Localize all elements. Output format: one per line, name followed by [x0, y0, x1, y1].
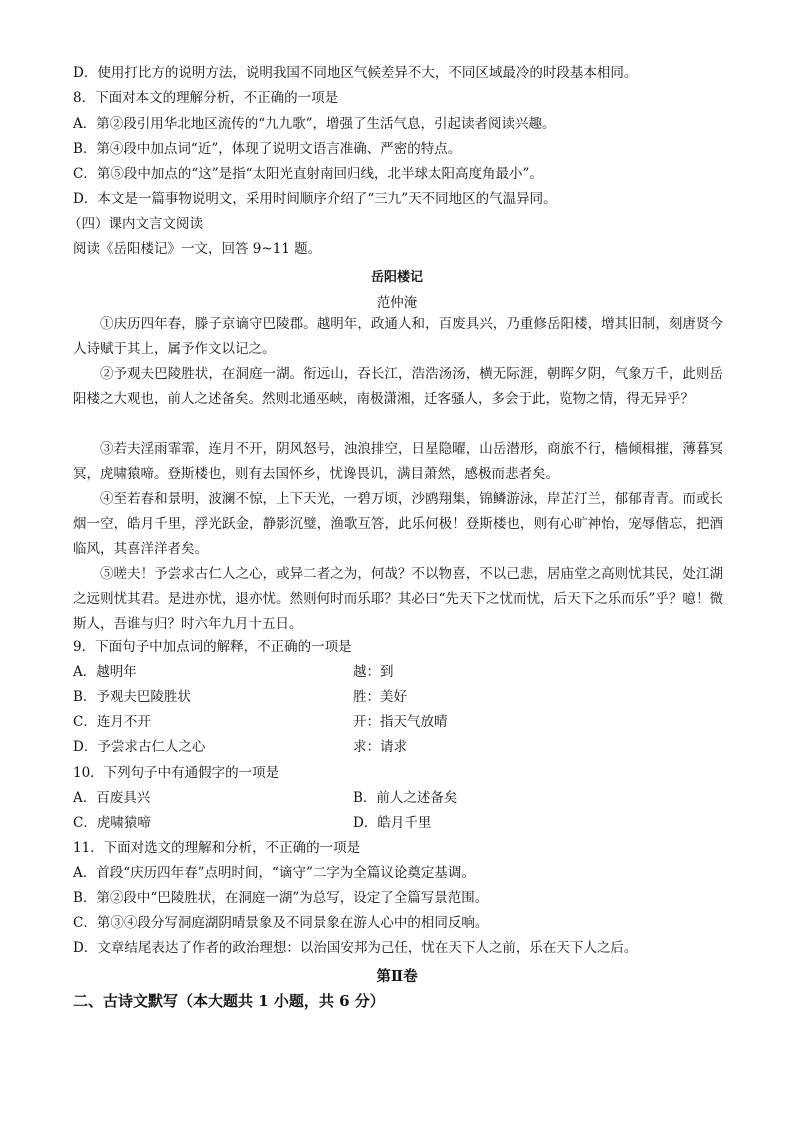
passage-paragraph-3: ③若夫淫雨霏霏，连月不开，阴风怒号，浊浪排空，日星隐曜，山岳潜形，商旅不行，樯倾楫摧，薄暮冥冥，虎啸猿啼。登斯楼也，则有去国怀乡，忧谗畏讥，满目萧然，感极而悲者矣。	[73, 441, 723, 482]
q8-option-a: A．第②段引用华北地区流传的“九九歌”，增强了生活气息，引起读者阅读兴趣。	[73, 116, 556, 132]
q11-stem: 11．下面对选文的理解和分析，不正确的一项是	[73, 840, 361, 856]
q10-option-c: C．虎啸猿啼	[73, 815, 151, 831]
passage-author: 范仲淹	[376, 295, 418, 311]
q9-option-b: B．予观夫巴陵胜状	[73, 689, 191, 705]
passage-paragraph-1: ①庆历四年春，滕子京谪守巴陵郡。越明年，政通人和，百废具兴，乃重修岳阳楼，增其旧制，刻唐贤今人诗赋于其上，属予作文以记之。	[73, 316, 723, 357]
q10-option-d: D．皓月千里	[353, 815, 432, 831]
passage-paragraph-4: ④至若春和景明，波澜不惊，上下天光，一碧万顷，沙鸥翔集，锦鳞游泳，岸芷汀兰，郁郁青青。而或长烟一空，皓月千里，浮光跃金，静影沉璧，渔歌互答，此乐何极！登斯楼也，则有心旷神怡，宠辱偕忘，把酒临风，其喜洋洋者矣。	[73, 491, 723, 557]
q9-option-c-explanation: 开：指天气放晴	[353, 714, 448, 730]
q9-option-d: D．予尝求古仁人之心	[73, 739, 206, 755]
section-title: （四）课内文言文阅读	[68, 216, 203, 232]
part-ii-title: 第Ⅱ卷	[376, 968, 418, 985]
q10-option-b: B．前人之述备矣	[353, 790, 458, 806]
passage-title: 岳阳楼记	[370, 270, 423, 285]
q10-option-a: A．百废具兴	[73, 790, 151, 806]
q11-option-b: B．第②段中“巴陵胜状，在洞庭一湖”为总写，设定了全篇写景范围。	[73, 890, 489, 906]
q8-option-d: D．本文是一篇事物说明文，采用时间顺序介绍了“三九”天不同地区的气温异同。	[73, 191, 557, 207]
q9-option-a-explanation: 越：到	[353, 664, 394, 680]
q11-option-d: D．文章结尾表达了作者的政治理想：以治国安邦为己任，忧在天下人之前，乐在天下人之后。	[73, 940, 638, 956]
q8-option-b: B．第④段中加点词“近”，体现了说明文语言准确、严密的特点。	[73, 141, 462, 157]
q11-option-a: A．首段“庆历四年春”点明时间，“谪守”二字为全篇议论奠定基调。	[73, 865, 475, 881]
passage-paragraph-5: ⑤嗟夫！予尝求古仁人之心，或异二者之为，何哉？不以物喜，不以己悲，居庙堂之高则忧其民，处江湖之远则忧其君。是进亦忧，退亦忧。然则何时而乐耶？其必曰“先天下之忧而忧，后天下之乐而乐”乎？噫！微斯人，吾谁与归？时六年九月十五日。	[73, 566, 723, 632]
section-instruction: 阅读《岳阳楼记》一文，回答 9~11 题。	[73, 241, 322, 257]
q10-stem: 10．下列句子中有通假字的一项是	[73, 765, 280, 781]
q8-option-c: C．第⑤段中加点的“这”是指“太阳光直射南回归线，北半球太阳高度角最小”。	[73, 166, 543, 182]
q11-option-c: C．第③④段分写洞庭湖阴晴景象及不同景象在游人心中的相同反响。	[73, 915, 489, 931]
q9-option-d-explanation: 求：请求	[353, 739, 407, 755]
passage-paragraph-2: ②予观夫巴陵胜状，在洞庭一湖。衔远山，吞长江，浩浩汤汤，横无际涯，朝晖夕阴，气象万千，此则岳阳楼之大观也，前人之述备矣。然则北通巫峡，南极潇湘，迁客骚人，多会于此，览物之情，得无异乎？	[73, 366, 723, 407]
q9-option-c: C．连月不开	[73, 714, 151, 730]
q9-option-b-explanation: 胜：美好	[353, 689, 407, 705]
q7-option-d: D．使用打比方的说明方法，说明我国不同地区气候差异不大，不同区域最冷的时段基本相同。	[73, 65, 638, 81]
q9-stem: 9．下面句子中加点词的解释，不正确的一项是	[73, 639, 352, 655]
q8-stem: 8．下面对本文的理解分析，不正确的一项是	[73, 90, 339, 106]
section-ii-heading: 二、古诗文默写（本大题共 1 小题，共 6 分）	[73, 992, 385, 1010]
q9-option-a: A．越明年	[73, 664, 137, 680]
